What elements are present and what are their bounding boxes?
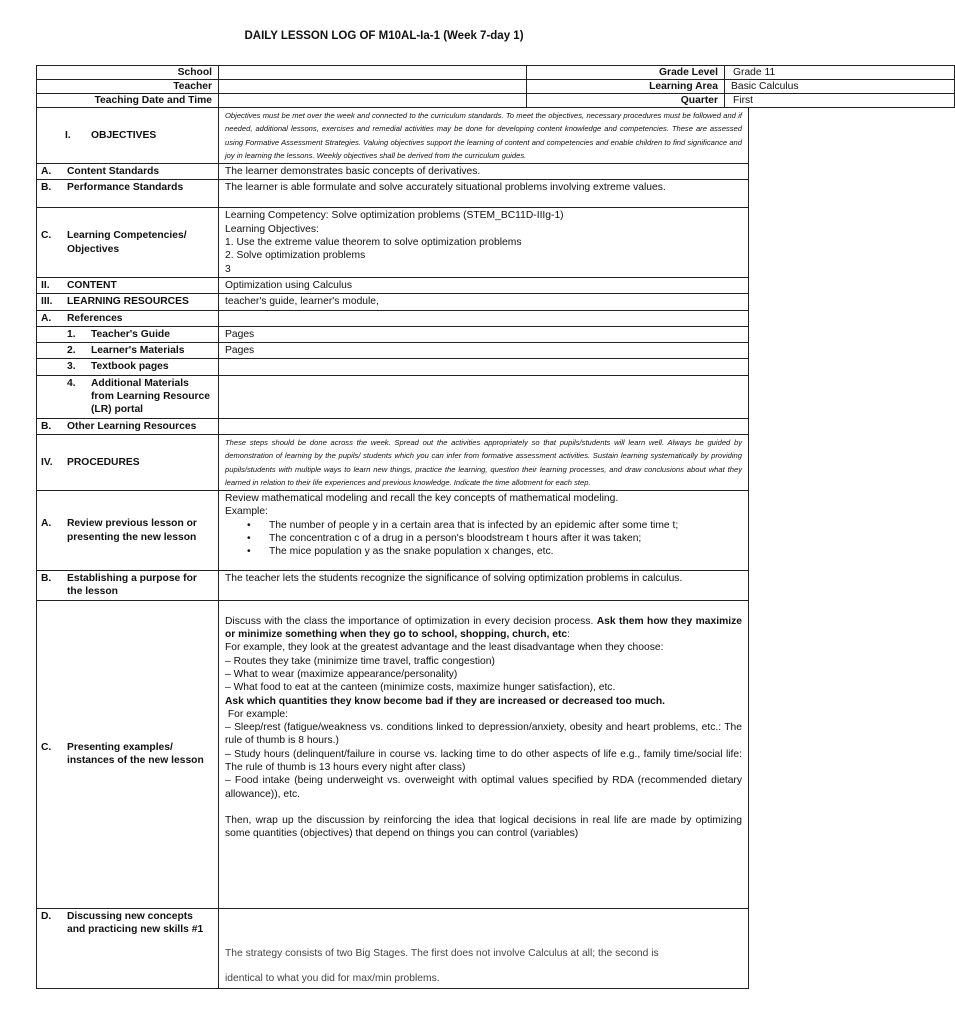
- row-purpose: [37, 571, 749, 601]
- content-value: Optimization using Calculus: [219, 277, 749, 293]
- date-value: [219, 94, 527, 108]
- grade-level-value: Grade 11: [725, 66, 955, 80]
- other-resources-num: B.: [41, 420, 52, 432]
- competency-line: 1. Use the extreme value theorem to solve optimization problems: [225, 237, 522, 249]
- objectives-note: Objectives must be met over the week and connected to the curriculum standards. To meet the objectives, necessary procedures must be followed and if needed, additional lessons, exercises and remedial activities may be done for developing content knowledge and competencies. These are assessed using Formative Assessment Strategies. Valuing objectives support the learning of content and competencies and enable children to find significance and joy in learning the lessons. Weekly objectives shall be derived from the curriculum guides.: [219, 108, 749, 164]
- page-title: DAILY LESSON LOG OF M10AL-Ia-1 (Week 7-day 1): [244, 30, 524, 42]
- learners-materials-num: 2.: [67, 345, 76, 357]
- presenting-intro-bold: Ask them how they maximize or minimize something when they go to school, shopping, church, etc: [225, 615, 742, 641]
- other-resources-value: [219, 418, 749, 434]
- review-bullets: [225, 519, 742, 559]
- procedures-num: IV.: [41, 456, 53, 468]
- review-intro: Review mathematical modeling and recall the key concepts of mathematical modeling.: [225, 493, 619, 505]
- content-standards-value: The learner demonstrates basic concepts of derivatives.: [219, 164, 749, 180]
- row-content-standards: [37, 164, 749, 180]
- header-row-school: [37, 66, 955, 80]
- performance-standards-label: Performance Standards: [67, 182, 184, 194]
- other-resources-label: Other Learning Resources: [67, 420, 197, 432]
- competencies-num: C.: [41, 230, 52, 242]
- teacher-value: [219, 80, 527, 94]
- row-discussing: [37, 908, 749, 988]
- list-item: – Study hours (delinquent/failure in course vs. lacking time to do other aspects of life e.g., family time/social life: The rule of thumb is 13 hours every night after class): [225, 748, 742, 773]
- list-item: • The mice population y as the snake population x changes, etc.: [269, 545, 742, 558]
- quarter-value: First: [725, 94, 955, 108]
- row-content: [37, 277, 749, 293]
- row-textbook-pages: [37, 359, 749, 375]
- row-competencies: [37, 208, 749, 277]
- additional-num: 4.: [67, 377, 76, 389]
- quarter-label: Quarter: [527, 94, 725, 108]
- grade-level-label: Grade Level: [527, 66, 725, 80]
- competency-line: Learning Objectives:: [225, 223, 319, 235]
- learners-materials-value: Pages: [219, 343, 749, 359]
- review-num: A.: [41, 518, 52, 530]
- competency-line: 3: [225, 263, 231, 275]
- list-item: • The concentration c of a drug in a person's bloodstream t hours after it was taken;: [269, 532, 742, 545]
- discussing-label: Discussing new concepts and practicing new skills #1: [67, 910, 204, 936]
- presenting-intro: [225, 615, 742, 642]
- purpose-value: The teacher lets the students recognize the significance of solving optimization problems in calculus.: [219, 571, 749, 601]
- resources-label: LEARNING RESOURCES: [67, 296, 189, 308]
- performance-standards-num: B.: [41, 182, 52, 194]
- competency-line: 2. Solve optimization problems: [225, 250, 366, 262]
- learners-materials-label: Learner's Materials: [91, 345, 185, 357]
- discussing-line-1: The strategy consists of two Big Stages. The first does not involve Calculus at all; the second is: [225, 947, 659, 959]
- discussing-line-2: identical to what you did for max/min problems.: [225, 973, 440, 985]
- header-row-date: [37, 94, 955, 108]
- purpose-label: Establishing a purpose for the lesson: [67, 573, 197, 598]
- presenting-question: Ask which quantities they know become bad if they are increased or decreased too much.: [225, 695, 666, 707]
- content-label: CONTENT: [67, 279, 117, 291]
- row-references: [37, 310, 749, 326]
- header-table: [36, 65, 955, 108]
- purpose-num: B.: [41, 573, 52, 585]
- row-learners-materials: [37, 343, 749, 359]
- presenting-example-intro: For example, they look at the greatest advantage and the least disadvantage when they choose:: [225, 642, 664, 654]
- list-item: – Sleep/rest (fatigue/weakness vs. conditions linked to depression/anxiety, obesity and heart problems, etc.: The rule of thumb is 8 hours.): [225, 722, 742, 747]
- presenting-num: C.: [41, 741, 52, 753]
- presenting-label: Presenting examples/ instances of the new lesson: [67, 741, 204, 767]
- teacher-label: Teacher: [37, 80, 219, 94]
- teachers-guide-num: 1.: [67, 328, 76, 340]
- resources-value: teacher's guide, learner's module,: [219, 294, 749, 310]
- row-presenting: [37, 600, 749, 908]
- learning-area-label: Learning Area: [527, 80, 725, 94]
- procedures-label: PROCEDURES: [67, 456, 140, 468]
- header-row-teacher: [37, 80, 955, 94]
- discussing-num: D.: [41, 910, 52, 922]
- discussing-value: [219, 908, 749, 988]
- list-item: – Food intake (being underweight vs. overweight with optimal values specified by RDA (recommended dietary allowance)), etc.: [225, 775, 742, 800]
- content-num: II.: [41, 279, 50, 291]
- row-other-resources: [37, 418, 749, 434]
- procedures-note: These steps should be done across the week. Spread out the activities appropriately so that pupils/students will learn well. Always be guided by demonstration of learning by the pupils/ students which you can infer from formative assessment activities. Sustain learning systematically by providing pupils/students with multiple ways to learn new things, practice the learning, question their learning processes, and draw conclusions about what they learned in relation to their life experiences and previous knowledge. Indicate the time allotment for each step.: [219, 434, 749, 490]
- teachers-guide-value: Pages: [219, 326, 749, 342]
- row-performance-standards: [37, 180, 749, 208]
- objectives-label: OBJECTIVES: [91, 129, 157, 141]
- competencies-value: [219, 208, 749, 277]
- date-label: Teaching Date and Time: [37, 94, 219, 108]
- references-value: [219, 310, 749, 326]
- competency-line: Learning Competency: Solve optimization problems (STEM_BC11D-IIIg-1): [225, 210, 564, 222]
- row-objectives: [37, 108, 749, 164]
- competencies-label: Learning Competencies/ Objectives: [67, 230, 187, 255]
- textbook-num: 3.: [67, 361, 76, 373]
- row-review: [37, 491, 749, 571]
- list-item: – What to wear (maximize appearance/personality): [225, 668, 458, 680]
- school-label: School: [37, 66, 219, 80]
- references-num: A.: [41, 312, 52, 324]
- content-standards-num: A.: [41, 166, 52, 178]
- row-additional-materials: [37, 375, 749, 418]
- presenting-intro-end: :: [567, 629, 570, 641]
- performance-standards-value: The learner is able formulate and solve accurately situational problems involving extreme values.: [219, 180, 749, 208]
- additional-label: Additional Materials from Learning Resource (LR) portal: [91, 377, 211, 416]
- presenting-wrapup: Then, wrap up the discussion by reinforcing the idea that logical decisions in real life are made by optimizing some quantities (objectives) that depend on things you can control (variables): [225, 814, 742, 840]
- list-item: – What food to eat at the canteen (minimize costs, maximize hunger satisfaction), etc.: [225, 682, 616, 694]
- objectives-num: I.: [65, 129, 71, 141]
- school-value: [219, 66, 527, 80]
- review-label: Review previous lesson or presenting the new lesson: [67, 518, 197, 543]
- list-item: • The number of people y in a certain area that is infected by an epidemic after some time t;: [269, 519, 742, 532]
- textbook-value: [219, 359, 749, 375]
- learning-area-value: Basic Calculus: [725, 80, 955, 94]
- review-value: [219, 491, 749, 571]
- row-learning-resources: [37, 294, 749, 310]
- presenting-for-example: For example:: [225, 708, 288, 720]
- presenting-intro-text: Discuss with the class the importance of optimization in every decision process.: [225, 615, 597, 627]
- teachers-guide-label: Teacher's Guide: [91, 328, 170, 340]
- additional-value: [219, 375, 749, 418]
- presenting-value: [219, 600, 749, 908]
- resources-num: III.: [41, 296, 53, 308]
- row-teachers-guide: [37, 326, 749, 342]
- lesson-table: [36, 107, 749, 989]
- content-standards-label: Content Standards: [67, 166, 160, 178]
- review-example-label: Example:: [225, 506, 268, 518]
- row-procedures: [37, 434, 749, 490]
- list-item: – Routes they take (minimize time travel, traffic congestion): [225, 655, 495, 667]
- references-label: References: [67, 312, 123, 324]
- textbook-label: Textbook pages: [91, 361, 169, 373]
